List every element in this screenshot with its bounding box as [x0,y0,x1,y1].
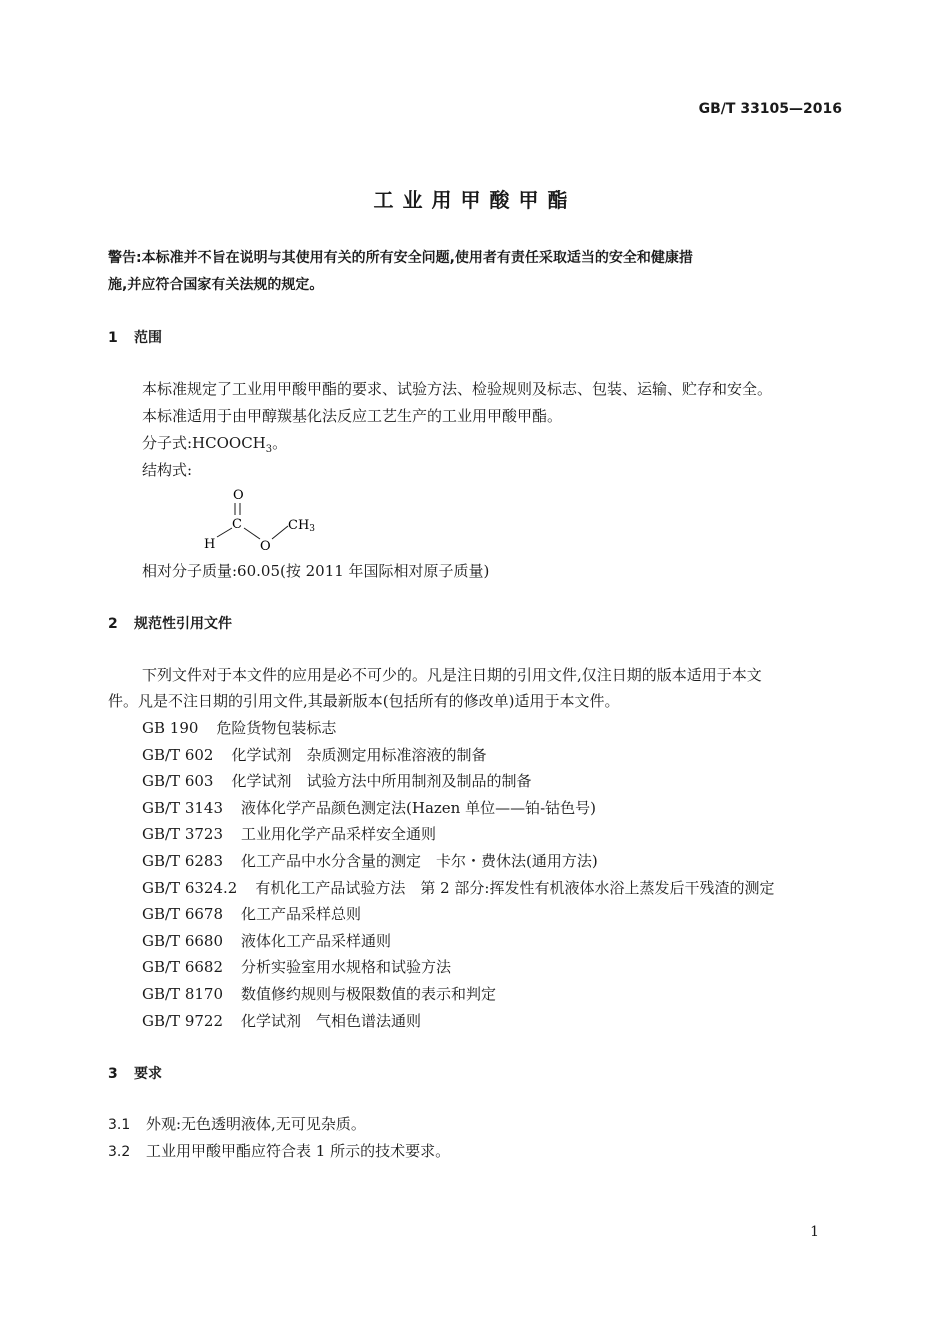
section-title: 要求 [134,1066,162,1082]
clause-number: 3.1 [108,1117,131,1133]
reference-title: 液体化学产品颜色测定法(Hazen 单位——铂-钴色号) [241,798,597,817]
reference-item [142,770,531,791]
reference-title: 分析实验室用水规格和试验方法 [241,958,452,977]
reference-code: GB/T 9722 [142,1011,224,1030]
page-title: 工业用甲酸甲酯 [373,188,577,212]
reference-code: GB/T 8170 [142,985,224,1003]
section-number: 1 [108,330,118,346]
reference-code: GB/T 6324.2 [142,878,238,897]
section-2-heading [108,613,232,633]
reference-item [142,850,598,871]
atom-o-mid: O [260,539,271,554]
reference-item [142,877,774,898]
reference-code: GB/T 6678 [142,905,224,924]
structural-formula [198,484,328,556]
section-title: 规范性引用文件 [134,616,232,632]
reference-title: 化学试剂 气相色谱法通则 [241,1011,422,1030]
reference-item [142,797,596,818]
atom-o-top: O [233,488,244,503]
reference-code: GB/T 6682 [142,958,224,977]
reference-item [142,823,436,844]
atom-c: C [232,517,242,532]
clause-text: 工业用甲酸甲酯应符合表 1 所示的技术要求。 [146,1142,451,1160]
clause-3-2 [108,1140,450,1161]
warning-line-1: 警告:本标准并不旨在说明与其使用有关的所有安全问题,使用者有责任采取适当的安全和健康措 [108,250,693,266]
clause-number: 3.2 [108,1144,131,1160]
molecular-mass: 相对分子质量:60.05(按 2011 年国际相对原子质量) [142,562,490,580]
paragraph: 本标准适用于由甲醇羰基化法反应工艺生产的工业用甲酸甲酯。 [142,407,563,425]
reference-title: 液体化工产品采样通则 [241,931,392,950]
reference-item [142,930,391,951]
reference-title: 危险货物包装标志 [216,719,337,737]
paragraph: 下列文件对于本文件的应用是必不可少的。凡是注日期的引用文件,仅注日期的版本适用于本文 [142,666,762,684]
section-number: 2 [108,616,118,632]
reference-item [142,903,361,924]
reference-title: 化学试剂 杂质测定用标准溶液的制备 [231,745,487,764]
reference-title: 化工产品中水分含量的测定 卡尔・费休法(通用方法) [241,852,598,870]
section-1-heading [108,327,162,347]
reference-code: GB/T 3143 [142,798,224,817]
section-number: 3 [108,1066,118,1082]
clause-3-1 [108,1113,366,1134]
reference-title: 数值修约规则与极限数值的表示和判定 [241,985,497,1003]
reference-code: GB/T 6283 [142,852,224,870]
reference-code: GB 190 [142,719,199,737]
reference-title: 化学试剂 试验方法中所用制剂及制品的制备 [231,772,532,791]
paragraph: 本标准规定了工业用甲酸甲酯的要求、试验方法、检验规则及标志、包装、运输、贮存和安全。 [142,380,773,398]
methyl-group: CH3 [288,518,316,534]
warning-line-2: 施,并应符合国家有关法规的规定。 [108,277,324,293]
atom-h: H [204,537,216,552]
reference-item [142,956,451,977]
reference-item [142,983,496,1004]
reference-code: GB/T 602 [142,745,214,764]
structure-label: 结构式: [142,461,193,479]
molecular-formula: 分子式$:HCOOCH_3$。 [142,434,288,455]
reference-item [142,1010,421,1031]
section-3-heading [108,1063,162,1083]
reference-title: 有机化工产品试验方法 第 2 部分:挥发性有机液体水浴上蒸发后干残渣的测定 [255,878,775,897]
page-number: 1 [810,1224,819,1240]
section-title: 范围 [134,330,162,346]
paragraph: 件。凡是不注日期的引用文件,其最新版本(包括所有的修改单)适用于本文件。 [108,692,620,710]
reference-title: 工业用化学产品采样安全通则 [241,825,437,844]
reference-item [142,717,336,738]
reference-title: 化工产品采样总则 [241,905,362,924]
clause-text: 外观:无色透明液体,无可见杂质。 [146,1115,366,1133]
reference-item [142,744,486,765]
reference-code: GB/T 603 [142,772,214,791]
reference-code: GB/T 6680 [142,931,224,950]
reference-code: GB/T 3723 [142,825,224,844]
standard-number: GB/T 33105—2016 [698,101,842,117]
